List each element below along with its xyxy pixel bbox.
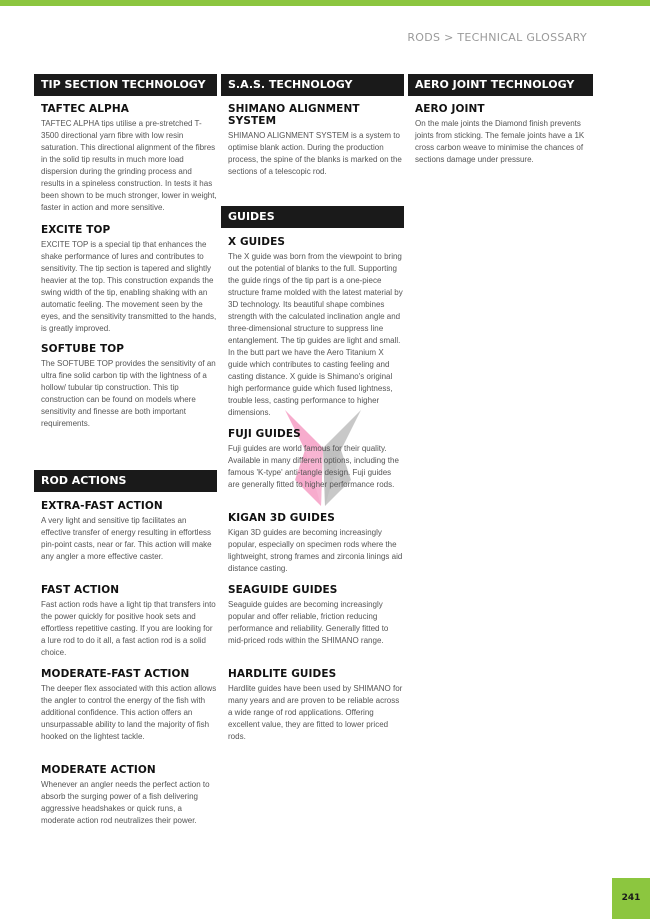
item-title: SEAGUIDE GUIDES <box>228 584 338 596</box>
glossary-item-extra-fast-action <box>41 500 217 563</box>
item-body: SHIMANO ALIGNMENT SYSTEM is a system to optimise blank action. During the production process, the spine of the blanks is marked on the sections of a telescopic rod. <box>228 131 402 176</box>
glossary-item-fuji-guides <box>228 428 404 491</box>
top-accent-bar <box>0 0 650 6</box>
section-header-aero-joint: AERO JOINT TECHNOLOGY <box>408 74 593 96</box>
glossary-item-moderate-action <box>41 764 217 827</box>
item-title: TAFTEC ALPHA <box>41 103 129 115</box>
glossary-item-excite-top <box>41 224 217 335</box>
item-title: X GUIDES <box>228 236 286 248</box>
section-header-tip-section: TIP SECTION TECHNOLOGY <box>34 74 217 96</box>
item-title: MODERATE-FAST ACTION <box>41 668 190 680</box>
item-body: Fuji guides are world famous for their quality. Available in many different options, including the famous 'K-type' anti-tangle design. Fuji guides are generally fitted to higher performance rods. <box>228 444 399 489</box>
item-body: Fast action rods have a light tip that transfers into the power quickly for positive hook sets and effortless repetitive casting. If you are looking for a lure rod to do it all, a fast action rod is a solid choice. <box>41 600 216 657</box>
item-body: Whenever an angler needs the perfect action to absorb the surging power of a fish delivering aggressive headshakes or quick runs, a moderate action rod neutralizes their power. <box>41 780 210 825</box>
item-body: The SOFTUBE TOP provides the sensitivity of an ultra fine solid carbon tip with the lightness of a hollow/ tubular tip construction. This tip construction can be found on models where sensitivity and finesse are both important requirements. <box>41 359 216 428</box>
item-body: The X guide was born from the viewpoint to bring out the potential of blanks to the full. Supporting the guide rings of the tip part is a one-piece structure frame molded with the latest material by 3D technology. Its beautiful shape combines strength with the calculated inclination angle and three-dimensional structure to suppress line entanglement. The tip guides are light and small. In the butt part we have the Aero Titanium X guide which contributes to casting feeling and casting distance. X guide is Shimano's original high performance guide which fused lightness, trouble less, casting performance to higher dimensions. <box>228 252 403 417</box>
item-body: Seaguide guides are becoming increasingly popular and offer reliable, friction reducing performance and reliability. Generally fitted to mid-priced rods within the SHIMANO range. <box>228 600 389 645</box>
item-title: KIGAN 3D GUIDES <box>228 512 335 524</box>
glossary-item-x-guides <box>228 236 404 419</box>
section-header-guides: GUIDES <box>221 206 404 228</box>
glossary-item-hardlite-guides <box>228 668 404 743</box>
item-title: EXCITE TOP <box>41 224 111 236</box>
breadcrumb: RODS > TECHNICAL GLOSSARY <box>407 31 587 44</box>
section-header-sas: S.A.S. TECHNOLOGY <box>221 74 404 96</box>
item-title: MODERATE ACTION <box>41 764 156 776</box>
glossary-item-kigan-3d-guides <box>228 512 404 575</box>
item-body: Hardlite guides have been used by SHIMANO for many years and are proven to be reliable across a wide range of rod applications. Offering excellent value, they are fitted to lower priced rods. <box>228 684 403 741</box>
glossary-item-seaguide-guides <box>228 584 404 647</box>
item-title: SHIMANO ALIGNMENT SYSTEM <box>228 103 360 127</box>
glossary-item-taftec-alpha <box>41 103 217 214</box>
item-body: Kigan 3D guides are becoming increasingly popular, especially on specimen rods where the lightweight, strong frames and zirconia linings aid distance casting. <box>228 528 403 573</box>
item-title: EXTRA-FAST ACTION <box>41 500 163 512</box>
glossary-item-shimano-alignment-system <box>228 103 404 178</box>
item-body: The deeper flex associated with this action allows the angler to control the energy of the fish with additional confidence. This action offers an unsurpassable ability to land the majority of fish hooked on the lightest tackle. <box>41 684 217 741</box>
page-number: 241 <box>612 878 650 919</box>
glossary-item-fast-action <box>41 584 217 659</box>
item-title: HARDLITE GUIDES <box>228 668 337 680</box>
item-body: A very light and sensitive tip facilitates an effective transfer of energy resulting in effortless pin-point casts, near or far. This action will make any angler a more effective caster. <box>41 516 212 561</box>
item-body: TAFTEC ALPHA tips utilise a pre-stretched T-3500 directional yarn fibre with low resin saturation. This directional alignment of the fibres in the solid tip results in much more load dispersion during the grinding process and results in a spineless construction. In tests it has been shown to be much stronger, lower in weight, faster in action and more sensitive. <box>41 119 217 212</box>
glossary-item-moderate-fast-action <box>41 668 217 743</box>
glossary-item-softube-top <box>41 343 217 430</box>
glossary-item-aero-joint <box>415 103 593 166</box>
item-title: FAST ACTION <box>41 584 120 596</box>
item-title: SOFTUBE TOP <box>41 343 125 355</box>
item-title: AERO JOINT <box>415 103 485 115</box>
item-body: EXCITE TOP is a special tip that enhances the shake performance of lures and contributes to sensitivity. The tip section is tapered and slightly heavier at the top. This construction expands the swing width of the tip, enabling shaking with an automatic feeling. The movement seen by the eyes, and the sensitivity transmitted to the hands, is greatly improved. <box>41 240 217 333</box>
section-header-rod-actions: ROD ACTIONS <box>34 470 217 492</box>
item-title: FUJI GUIDES <box>228 428 301 440</box>
item-body: On the male joints the Diamond finish prevents joints from sticking. The female joints have a 1K cross carbon weave to minimise the chances of sections damage under pressure. <box>415 119 585 164</box>
